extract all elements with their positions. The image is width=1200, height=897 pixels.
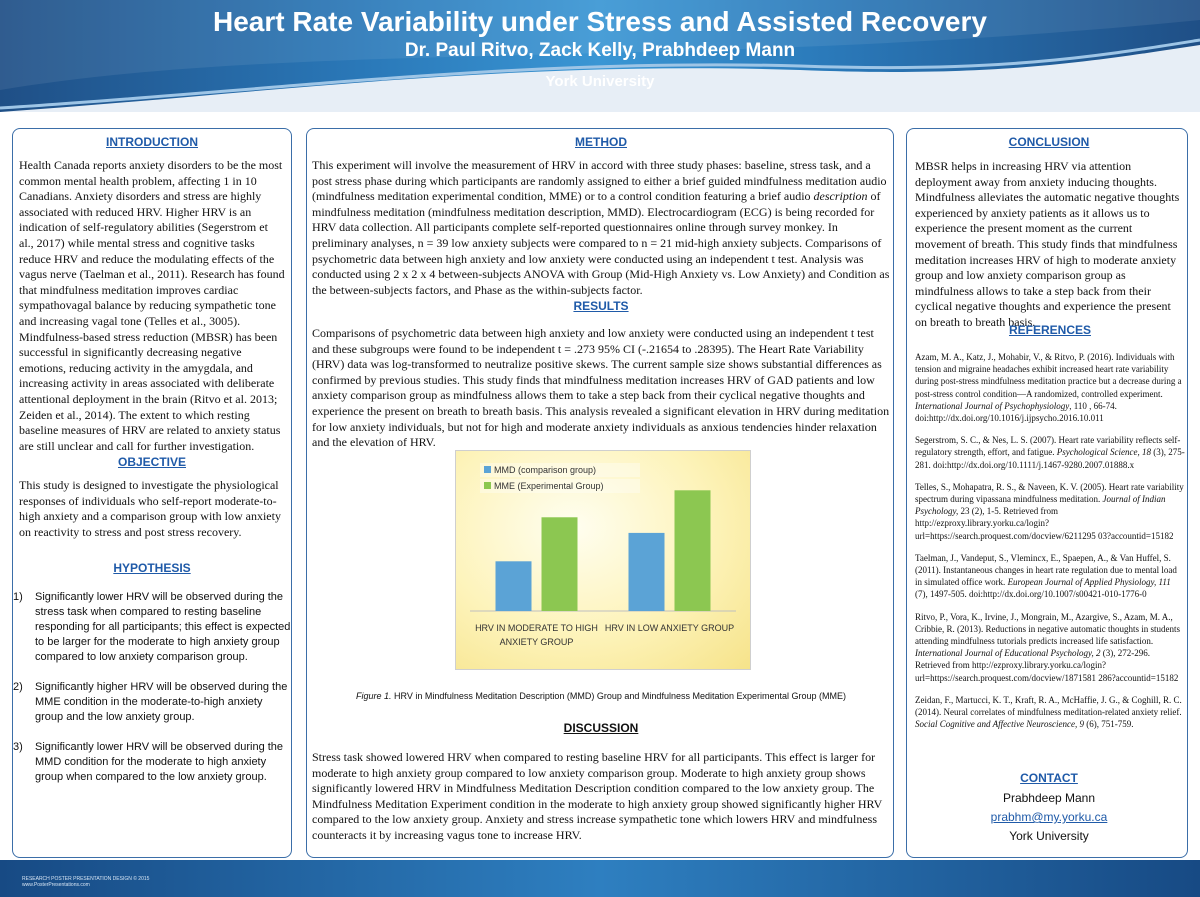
reference-text: (3), 272-296. Retrieved from http://ezproxy.library.yorku.ca/login?url=https://search.proquest.com/docview/1871581 286?accountid=15182 (915, 648, 1179, 683)
method-heading: METHOD (575, 135, 627, 149)
contact-name: Prabhdeep Mann (1002, 791, 1096, 805)
hypothesis-text: Significantly lower HRV will be observed during the stress task when compared to resting baseline responding for all participants; this effect is expected to be larger for the moderate to high anxiety group compared to low anxiety comparison group. (35, 591, 291, 663)
hypothesis-number: 2) (13, 681, 23, 693)
introduction-heading: INTRODUCTION (106, 135, 198, 149)
reference-text: (6), 751-759. (1083, 719, 1134, 730)
bar (496, 561, 532, 611)
bar (542, 517, 578, 611)
contact-section (915, 771, 1183, 846)
method-text-part: This experiment will involve the measurement of HRV in accord with three study phases: baseline, stress task, and a post stress phase during which participants are randomly assigned to either a brief guided mindfulness meditation audio (mindfulness meditation experimental condition, MME) or to a control condition featuring a brief audio (312, 158, 887, 204)
hrv-bar-chart (455, 450, 751, 670)
results-heading: RESULTS (573, 299, 629, 313)
poster-university: York University (545, 73, 655, 90)
contact-email-link[interactable]: prabhm@my.yorku.ca (990, 810, 1108, 824)
x-tick-label: HRV IN LOW ANXIETY GROUP (604, 623, 735, 633)
legend-swatch (484, 482, 491, 489)
reference-text: Taelman, J., Vandeput, S., Vlemincx, E., Spaepen, A., & Van Huffel, S. (2011). Instantaneous changes in heart rate regulation due to mental load in simulated office work. (915, 552, 1177, 588)
figure-caption (319, 691, 883, 701)
reference-journal: International Journal of Educational Psychology, 2 (915, 648, 1101, 659)
right-column (906, 128, 1188, 858)
reference-journal: Journal of Indian Psychology, (915, 494, 1166, 517)
x-tick-label: HRV IN MODERATE TO HIGH (475, 623, 598, 633)
figure-caption-text: HRV in Mindfulness Meditation Description (MMD) Group and Mindfulness Meditation Experimental Group (MME) (391, 691, 847, 701)
hypothesis-item (13, 680, 291, 725)
footer-credit-url: www.PosterPresentations.com (22, 882, 90, 888)
hypothesis-heading: HYPOTHESIS (113, 561, 191, 575)
reference-text: Ritvo, P., Vora, K., Irvine, J., Mongrain, M., Azargive, S., Azam, M. A., Cribbie, R. (2013). Reductions in negative automatic thoughts in students attending mindfulness tutorials predicts increased life satisfaction. (915, 611, 1180, 647)
reference-journal: Social Cognitive and Affective Neuroscience, 9 (915, 719, 1084, 730)
contact-heading: CONTACT (1020, 771, 1078, 785)
hypothesis-text: Significantly lower HRV will be observed during the MMD condition for the moderate to high anxiety group when compared to the low anxiety group. (35, 741, 284, 783)
legend-swatch (484, 466, 491, 473)
reference-item (915, 481, 1185, 542)
references-heading: REFERENCES (1008, 323, 1091, 337)
results-text: Comparisons of psychometric data between high anxiety and low anxiety were conducted using an independent t test and these subgroups were found to be independent t = .273 95% CI (-.21654 to .28395). The Heart Rate Variability (HRV) data was log-transformed to neutralize positive skews. The current sample size shows substantial differences as confirmed by previous studies. This study finds that mindfulness meditation increases HRV of GAD patients and low anxiety comparison group as mindfulness allows them to take a step back from their cyclical negative thoughts and experience the present on breath to breath basis. This analysis revealed a significant elevation in HRV during meditation for low anxiety individuals, but not for high and moderate anxiety individuals as anxious tendencies hinder relaxation and the elevation of HRV. (312, 326, 890, 450)
method-text (312, 158, 890, 298)
reference-item (915, 552, 1185, 601)
legend-label: MMD (comparison group) (494, 465, 597, 475)
footer-credit-line: RESEARCH POSTER PRESENTATION DESIGN © 2015 (22, 876, 150, 882)
hypothesis-list (13, 590, 291, 785)
reference-journal: International Journal of Psychophysiology (915, 400, 1070, 411)
poster-authors: Dr. Paul Ritvo, Zack Kelly, Prabhdeep Mann (404, 40, 796, 61)
introduction-text: Health Canada reports anxiety disorders to be the most common mental health problem, affecting 1 in 10 Canadians. Anxiety disorders and stress are highly associated with reduced HRV. Higher HRV is an indication of self-regulatory abilities (Segerstrom et al., 2017) while mental stress and cognitive tasks reduce HRV and reduce the modulating effects of the vagus nerve (Taelman et al., 2011). Research has found that mindfulness meditation improves cardiac sympathovagal balance by reducing sympathetic tone and increasing vagal tone (Telles et al., 3005). Mindfulness-based stress reduction (MBSR) has been successful in significantly decreasing negative emotions, reducing activity in the amygdala, and increasing activity in areas associated with deliberate attentional deployment in the brain (Ritvo et al. 2013; Zeiden et al., 2014). The extent to which resting baseline measures of HRV are related to anxiety status are still unclear and call for further investigation. (19, 158, 285, 453)
poster-footer (0, 860, 1200, 897)
hypothesis-item (13, 740, 291, 785)
method-text-italic: description (813, 189, 868, 204)
conclusion-text: MBSR helps in increasing HRV via attention deployment away from anxiety inducing thoughts. Mindfulness alleviates the automatic negative thoughts experienced by anxiety patients as it allows us to experience the present moment as the current movement of breath. This study finds that mindfulness meditation increases HRV of high to moderate anxiety group and low anxiety comparison group as mindfulness allows to take a step back from their cyclical negative thoughts and experience the present on breath to breath basis. (915, 159, 1180, 329)
reference-text: (7), 1497-505. doi:http://dx.doi.org/10.1007/s00421-010-1776-0 (915, 589, 1147, 600)
reference-item (915, 611, 1185, 684)
legend-label: MME (Experimental Group) (494, 481, 604, 491)
discussion-text: Stress task showed lowered HRV when compared to resting baseline HRV for all participants. This effect is larger for moderate to high anxiety group compared to low anxiety comparison group. Moderate to high anxiety group shows significantly lowered HRV in Mindfulness Meditation Description condition compared to the low anxiety group. The Mindfulness Meditation Experiment condition in the moderate to high anxiety group showed significantly higher HRV compared to the low anxiety group. Anxiety and stress increase sympathetic tone which lowers HRV and mindfulness counteracts it by increasing vagus tone to increase HRV. (312, 750, 883, 842)
reference-text: , 110 , 66-74. doi:http://dx.doi.org/10.1016/j.ijpsycho.2016.10.011 (915, 400, 1117, 424)
reference-text: Azam, M. A., Katz, J., Mohabir, V., & Ritvo, P. (2016). Individuals with tension and migraine headaches exhibit increased heart rate variability during post-stress mindfulness meditation practice but a decrease during a post-stress control condition—A randomized, controlled experiment. (915, 352, 1182, 399)
footer-credit (22, 876, 149, 888)
reference-journal: Psychological Science, 18 (1056, 447, 1152, 458)
objective-heading: OBJECTIVE (117, 455, 186, 469)
discussion-heading: DISCUSSION (563, 721, 639, 735)
reference-item (915, 434, 1185, 471)
reference-text: Telles, S., Mohapatra, R. S., & Naveen, K. V. (2005). Heart rate variability spectrum during vipassana mindfulness meditation. (915, 481, 1184, 505)
hypothesis-number: 3) (13, 741, 23, 753)
reference-item (915, 351, 1185, 424)
x-tick-label: ANXIETY GROUP (499, 637, 574, 647)
middle-column (306, 128, 894, 858)
objective-text: This study is designed to investigate the physiological responses of individuals who self-report moderate-to-high anxiety and a comparison group with low anxiety on reactivity to stress and post stress recovery. (19, 478, 281, 539)
references-list (915, 351, 1185, 730)
reference-text: Zeidan, F., Martucci, K. T., Kraft, R. A., McHaffie, J. G., & Coghill, R. C. (2014). Neural correlates of mindfulness meditation-related anxiety relief. (915, 694, 1182, 718)
hypothesis-item (13, 590, 291, 665)
hypothesis-text: Significantly higher HRV will be observed during the MME condition in the moderate-to-high anxiety group and the low anxiety group. (35, 681, 288, 723)
reference-text: 23 (2), 1-5. Retrieved from http://ezproxy.library.yorku.ca/login?url=https://search.proquest.com/docview/6211295 03?accountid=15182 (915, 506, 1174, 541)
figure-label: Figure 1. (355, 691, 392, 701)
hypothesis-number: 1) (13, 591, 23, 603)
contact-org: York University (1009, 829, 1089, 843)
reference-item (915, 694, 1185, 731)
conclusion-heading: CONCLUSION (1008, 135, 1090, 149)
bar (675, 490, 711, 611)
reference-text: Segerstrom, S. C., & Nes, L. S. (2007). Heart rate variability reflects self-regulatory strength, effort, and fatigue. (915, 435, 1181, 458)
hrv-bar-chart-svg (456, 451, 750, 669)
left-column (12, 128, 292, 858)
bar (629, 533, 665, 611)
reference-journal: European Journal of Applied Physiology, 111 (1007, 577, 1171, 588)
poster-header (0, 0, 1200, 112)
method-text-part: of mindfulness meditation (mindfulness meditation description, MMD). Electrocardiogram (ECG) is being recorded for HRV data collection. All participants complete self-reported questionnaires online through survey monkey. In preliminary analyses, n = 39 low anxiety subjects were compared to n = 21 mid-high anxiety subjects. Comparisons of psychometric data between high anxiety and low anxiety were conducted using an independent t test. Analysis was conducted using 2 x 2 x 4 between-subjects ANOVA with Group (Mid-High Anxiety vs. Low Anxiety) and Condition as the between-subjects factors, and Phase as the within-subjects factor. (312, 189, 890, 297)
poster-title: Heart Rate Variability under Stress and Assisted Recovery (213, 6, 987, 37)
reference-text: (3), 275-281. doi:http://dx.doi.org/10.1111/j.1467-9280.2007.01888.x (915, 447, 1185, 470)
